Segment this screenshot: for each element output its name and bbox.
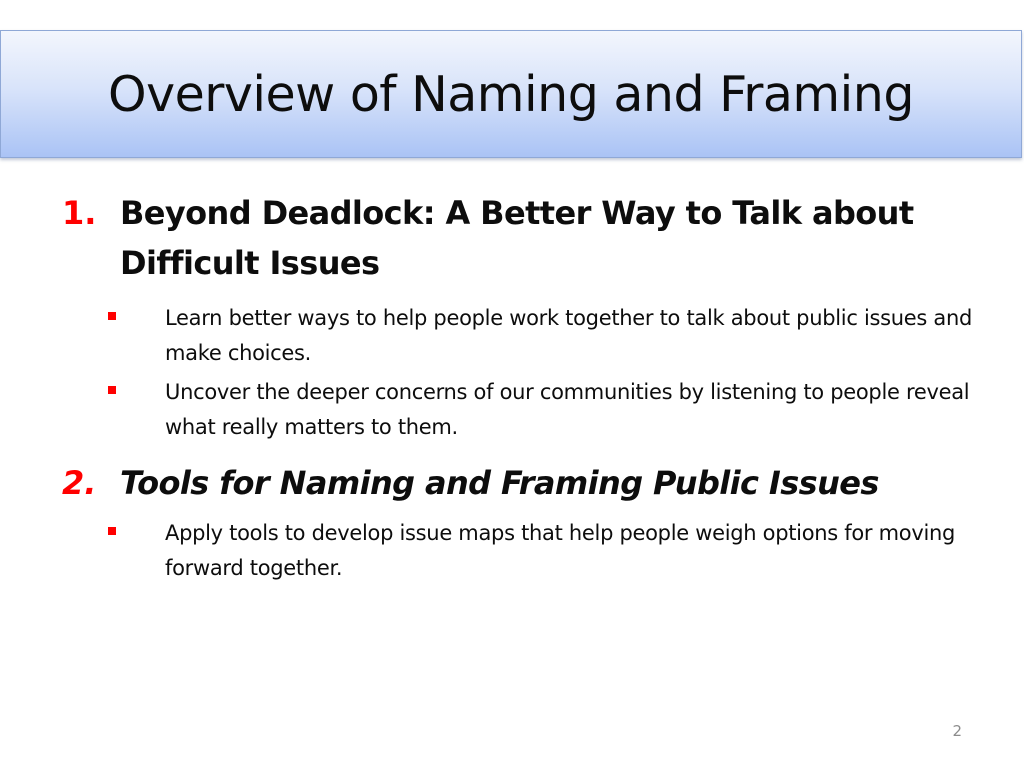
bullet-text: Learn better ways to help people work together to talk about public issues and make choices. xyxy=(165,306,973,365)
section-1 xyxy=(62,188,962,288)
section-1-bullet-1 xyxy=(108,301,988,371)
section-2-heading: Tools for Naming and Framing Public Issues xyxy=(120,464,879,502)
title-bar xyxy=(0,30,1022,158)
bullet-text: Apply tools to develop issue maps that help people weigh options for moving forward together. xyxy=(165,521,956,580)
square-bullet-icon xyxy=(108,312,116,320)
bullet-text: Uncover the deeper concerns of our communities by listening to people reveal what really matters to them. xyxy=(165,380,970,439)
page-number: 2 xyxy=(952,722,962,740)
section-2 xyxy=(62,458,962,508)
section-1-heading: Beyond Deadlock: A Better Way to Talk about Difficult Issues xyxy=(120,194,914,282)
square-bullet-icon xyxy=(108,386,116,394)
slide-title: Overview of Naming and Framing xyxy=(108,65,914,123)
section-1-number: 1. xyxy=(62,194,97,232)
section-1-bullet-2 xyxy=(108,375,988,445)
square-bullet-icon xyxy=(108,527,116,535)
section-2-bullet-1 xyxy=(108,516,988,586)
section-2-number: 2. xyxy=(62,464,97,502)
